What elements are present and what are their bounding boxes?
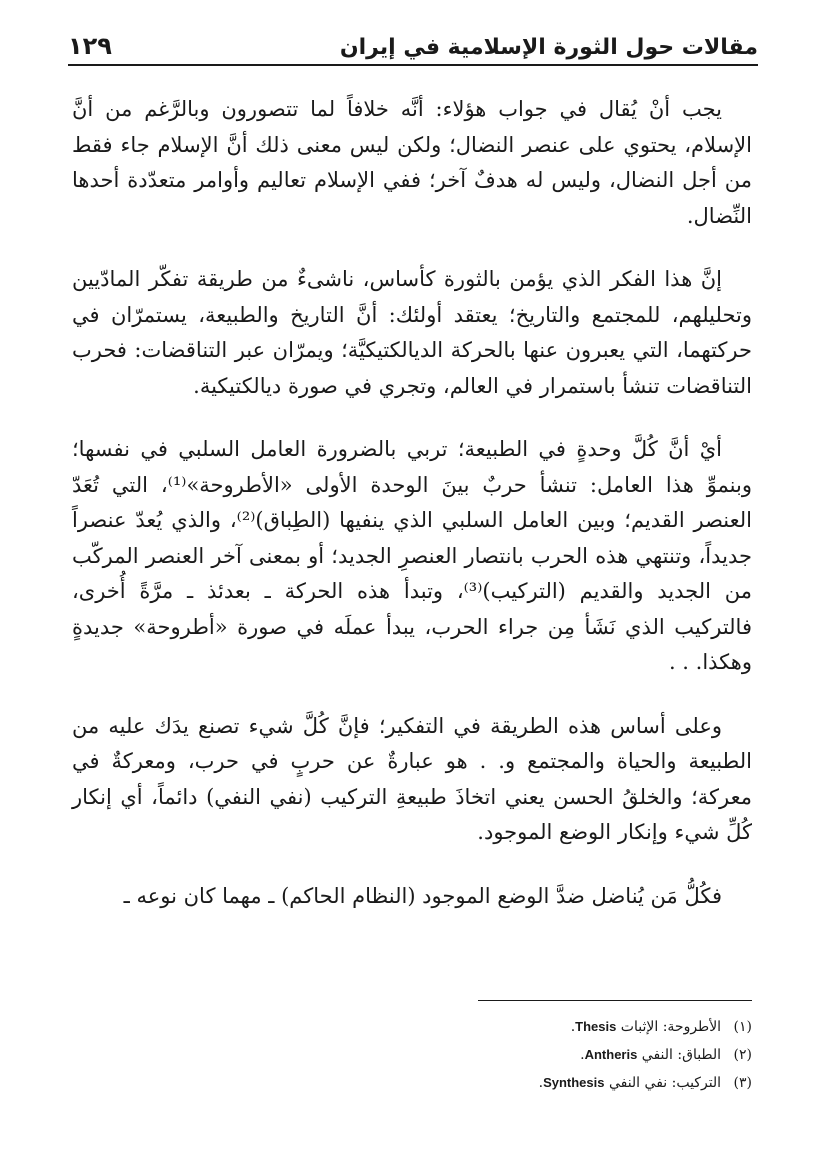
- footnote: [300, 1013, 752, 1041]
- footnote-text: التركيب: نفي النفي: [608, 1075, 722, 1091]
- page-header: [68, 28, 758, 66]
- running-title: مقالات حول الثورة الإسلامية في إيران: [339, 35, 758, 60]
- footnote-divider: [478, 1000, 752, 1001]
- footnote-number: (١): [733, 1019, 752, 1035]
- footnote-end: .: [538, 1075, 544, 1091]
- footnote-end: .: [570, 1019, 576, 1035]
- footnote: [300, 1041, 752, 1069]
- footnote-text: الأطروحة: الإثبات: [620, 1019, 722, 1035]
- body-text: [72, 92, 752, 914]
- footnote-number: (٣): [733, 1075, 752, 1091]
- footnote-latin-term: Thesis: [575, 1019, 617, 1034]
- footnote-number: (٢): [733, 1047, 752, 1063]
- paragraph: وعلى أساس هذه الطريقة في التفكير؛ فإنَّ كُلَّ شيء تصنع يدَك عليه من الطبيعة والحياة والمجتمع و. . هو عبارةٌ عن حربٍ في حرب، ومعركةٌ في معركة؛ والخلقُ الحسن يعني اتخاذَ طبيعةِ التركيب (نفي النفي) دائماً، أي إنكار كُلِّ شيء وإنكار الوضع الموجود.: [72, 713, 752, 844]
- footnote-latin-term: Synthesis: [543, 1075, 605, 1090]
- footnote-latin-term: Antheris: [584, 1047, 638, 1062]
- footnote-end: .: [580, 1047, 585, 1063]
- paragraph: فكُلُّ مَن يُناضل ضدَّ الوضع الموجود (النظام الحاكم) ـ مهما كان نوعه ـ: [123, 883, 722, 908]
- paragraph: أيْ أنَّ كُلَّ وحدةٍ في الطبيعة؛ تربي بالضرورة العامل السلبي في نفسها؛ وبنموِّ هذا العامل: تنشأ حربٌ بينَ الوحدة الأولى «الأطروحة»⁽¹⁾، التي تُعَدّ العنصر القديم؛ وبين العامل السلبي الذي ينفيها (الطِباق)⁽²⁾، والذي يُعدّ عنصراً جديداً، وتنتهي هذه الحرب بانتصار العنصرِ الجديد؛ أو بمعنى آخر العنصر المركّب من الجديد والقديم (التركيب)⁽³⁾، وتبدأ هذه الحركة ـ بعدئذ ـ مرَّةً أُخرى، فالتركيب الذي نَشَأ مِن جراء الحرب، يبدأ عملَه في صورة «أطروحة» جديدةٍ وهكذا. . .: [72, 437, 753, 674]
- footnote-text: الطباق: النفي: [641, 1047, 722, 1063]
- footnote: [300, 1069, 752, 1097]
- paragraph: يجب أنْ يُقال في جواب هؤلاء: أنَّه خلافاً لما تتصورون وبالرَّغم من أنَّ الإسلام، يحتوي على عنصر النضال؛ ولكن ليس معنى ذلك أنَّ الإسلام جاء فقط من أجل النضال، وليس له هدفٌ آخر؛ ففي الإسلام تعاليم وأوامر متعدّدة أحدها النِّضال.: [72, 97, 752, 228]
- page-number: ١٢٩: [68, 32, 112, 60]
- footnotes: [300, 1013, 752, 1097]
- paragraph: إنَّ هذا الفكر الذي يؤمن بالثورة كأساس، ناشىءٌ من طريقة تفكّر المادّيين وتحليلهم، للمجتمع والتاريخ؛ يعتقد أولئك: أنَّ التاريخ والطبيعة، يستمرّان في حركتهما، التي يعبرون عنها بالحركة الديالكتيكيَّة؛ ويمرّان عبر التناقضات: فحرب التناقضات تنشأ باستمرار في العالم، وتجري في صورة ديالكتيكية.: [72, 267, 752, 398]
